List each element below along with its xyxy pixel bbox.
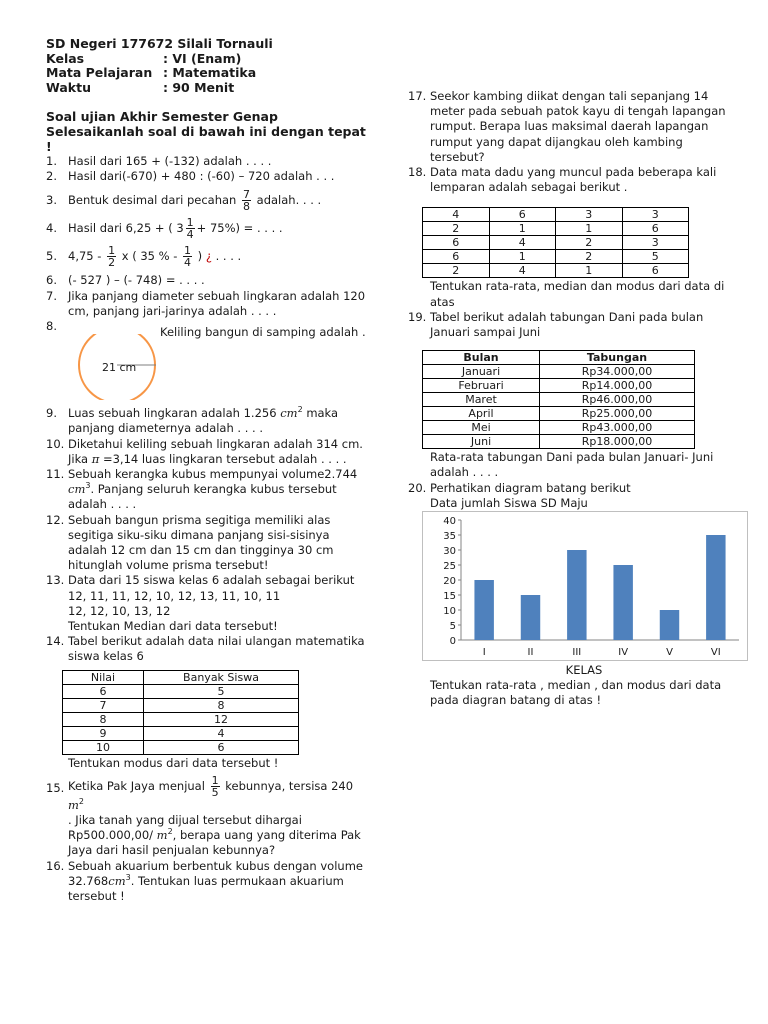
question-8: 8. [46,319,57,334]
y-tick-label: 40 [443,516,456,528]
question-8-text: Keliling bangun di samping adalah . [160,325,366,340]
table-cell: 1 [489,250,556,264]
table-row [63,684,299,698]
table-cell: 4 [423,208,490,222]
table-row [423,365,695,379]
question-5: 5. 4,75 - $\frac{1}{2}$ x ( 35 % - $\frac{1}{4}$ ) ¿ . . . . [46,244,242,270]
table-cell: 6 [622,222,689,236]
x-tick-label: IV [618,647,629,659]
table-cell: 3 [622,208,689,222]
table-cell: 3 [556,208,623,222]
table-cell: Maret [423,393,540,407]
fraction-1-2: $\frac{1}{2}$ [108,244,116,270]
fraction-1-4: $\frac{1}{4}$ [186,216,194,242]
table-cell: Rp18.000,00 [540,435,695,449]
circle-diagram [46,334,368,400]
y-tick-label: 0 [449,636,456,648]
y-tick-label: 10 [443,606,456,618]
question-20-after: Tentukan rata-rata , median , dan modus dari data pada diagran batang di atas ! [430,678,722,708]
fraction-7-8: $\frac{7}{8}$ [242,188,250,214]
question-19-after: Rata-rata tabungan Dani pada bulan Januari- Juni adalah . . . . [430,450,714,480]
bar-V [660,610,679,640]
table-row [423,208,689,222]
question-17: 17. Seekor kambing diikat dengan tali sepanjang 14 meter pada sebuah patok kayu di tengah lapangan rumput. Berapa luas maksimal daerah lapangan rumput yang dapat dijangkau oleh kambing tersebut? [408,89,726,164]
chart-title: Data jumlah Siswa SD Maju [430,495,588,510]
fraction-1-5: $\frac{1}{5}$ [211,773,219,799]
y-tick-label: 5 [449,621,456,633]
table-row [423,393,695,407]
y-tick-label: 30 [443,546,456,558]
x-tick-label: III [572,647,582,659]
table-cell: 6 [63,684,144,698]
y-tick-label: 35 [443,531,456,543]
question-4: 4. Hasil dari 6,25 + ( 3 $\frac{1}{4}$ + 75%) = . . . . [46,216,283,242]
table-row [63,712,299,726]
y-tick-label: 25 [443,561,456,573]
table-cell: 4 [144,726,299,740]
table-cell: Juni [423,435,540,449]
table-cell: 5 [622,250,689,264]
table-cell: 8 [63,712,144,726]
table-row [63,726,299,740]
instruction: Selesaikanlah soal di bawah ini dengan tepat ! [46,124,366,154]
table-row [423,264,689,278]
table-cell: Februari [423,379,540,393]
x-tick-label: V [666,647,673,659]
header-row-subject: Mata Pelajaran : Matematika [46,65,257,80]
y-tick-label: 15 [443,591,456,603]
question-16: 16. Sebuah akuarium berbentuk kubus dengan volume $32.768cm^3$. Tentukan luas permukaan akuarium tersebut ! [46,858,363,904]
table-cell: April [423,407,540,421]
bar-chart-frame [422,511,748,661]
grades-table [62,670,299,755]
question-18-after: Tentukan rata-rata, median dan modus dari data di atas [430,279,725,309]
table-cell: 10 [63,740,144,754]
y-tick-label: 20 [443,576,456,588]
savings-table [422,350,695,449]
question-6: 6. (- 527 ) – (- 748) = . . . . [46,273,205,288]
table-row [63,740,299,754]
table-cell: Rp14.000,00 [540,379,695,393]
table-cell: 9 [63,726,144,740]
table-cell: 6 [622,264,689,278]
table-cell: 2 [423,222,490,236]
question-9: 9. Luas sebuah lingkaran adalah 1.256 $cm^2$ maka panjang diameternya adalah . . . . [46,405,339,436]
question-15: 15. Ketika Pak Jaya menjual $\frac{1}{5}$ kebunnya, tersisa 240 $m^2$ . Jika tanah yang dijual tersebut dihargai Rp500.000,00/ $m^2$, berapa uang yang diterima Pak Jaya dari hasil penjualan kebunnya? [46,773,361,858]
question-12: 12. Sebuah bangun prisma segitiga memiliki alas segitiga siku-siku dimana panjang sisi-sisinya adalah 12 cm dan 15 cm dan tingginya 30 cm hitunglah volume prisma tersebut! [46,512,334,573]
question-18: 18. Data mata dadu yang muncul pada beberapa kali lemparan adalah sebagai berikut . [408,165,717,195]
table-row [423,407,695,421]
table-header-row [63,670,299,684]
question-1: 1. Hasil dari 165 + (-132) adalah . . . . [46,154,272,168]
table-row [423,379,695,393]
bar-VI [706,535,725,640]
fraction-1-4-b: $\frac{1}{4}$ [184,244,192,270]
table-cell: 6 [423,236,490,250]
header-row-time: Waktu : 90 Menit [46,79,235,95]
table-row [423,250,689,264]
table-header-cell: Bulan [423,351,540,365]
table-header-cell: Tabungan [540,351,695,365]
table-cell: 6 [144,740,299,754]
exam-title: Soal ujian Akhir Semester Genap [46,109,278,124]
x-axis-label: KELAS [565,663,603,678]
x-tick-label: II [527,647,534,659]
table-cell: Rp43.000,00 [540,421,695,435]
table-cell: Januari [423,365,540,379]
table-cell: Rp46.000,00 [540,393,695,407]
table-cell: Mei [423,421,540,435]
question-7: 7. Jika panjang diameter sebuah lingkaran adalah 120 cm, panjang jari-jarinya adalah . . . . [46,288,366,318]
bar-III [567,550,586,640]
table-cell: 4 [489,264,556,278]
question-20: 20. Perhatikan diagram batang berikut [408,480,631,495]
table-header-cell: Nilai [63,670,144,684]
table-cell: 12 [144,712,299,726]
circle-figure [46,325,368,400]
question-19: 19. Tabel berikut adalah tabungan Dani pada bulan Januari sampai Juni [408,309,704,340]
school-name: SD Negeri 177672 Silali Tornauli [46,36,273,51]
question-14: 14. Tabel berikut adalah data nilai ulangan matematika siswa kelas 6 [46,634,365,664]
right-column [408,89,726,709]
table-cell: 1 [556,264,623,278]
table-row [423,222,689,236]
bar-IV [613,565,632,640]
table-cell: 7 [63,698,144,712]
table-cell: 8 [144,698,299,712]
question-13: 13. Data dari 15 siswa kelas 6 adalah sebagai berikut 12, 11, 11, 12, 10, 12, 13, 11, 10, 11 12, 12, 10, 13, 12 Tentukan Median dari data tersebut! [46,573,355,634]
question-14-after: Tentukan modus dari data tersebut ! [68,755,279,770]
x-tick-label: VI [710,647,721,659]
table-cell: 6 [489,208,556,222]
radius-label: 21 cm [102,361,137,375]
x-tick-label: I [482,647,486,659]
bar-II [521,595,540,640]
table-cell: 2 [423,264,490,278]
table-cell: 3 [622,236,689,250]
question-10: 10. Diketahui keliling sebuah lingkaran adalah 314 cm. Jika π =3,14 luas lingkaran tersebut adalah . . . . [46,436,363,466]
question-2: 2. Hasil dari(-670) + 480 : (-60) – 720 adalah . . . [46,169,335,184]
table-cell: 2 [556,236,623,250]
table-header-row [423,351,695,365]
table-row [423,421,695,435]
table-cell: 4 [489,236,556,250]
table-cell: 5 [144,684,299,698]
question-3: 3. Bentuk desimal dari pecahan $\frac{7}{8}$ adalah. . . . [46,188,322,214]
table-row [423,236,689,250]
left-column [46,37,368,904]
table-header-cell: Banyak Siswa [144,670,299,684]
dice-table [422,207,689,278]
table-cell: Rp34.000,00 [540,365,695,379]
table-row [423,435,695,449]
bar-I [474,580,493,640]
question-11: 11. Sebuah kerangka kubus mempunyai volume2.744 $cm^3$. Panjang seluruh kerangka kubus tersebut adalah . . . . [46,467,358,512]
table-cell: 2 [556,250,623,264]
header-row-class: Kelas : VI (Enam) [46,50,242,66]
table-cell: 1 [556,222,623,236]
table-cell: Rp25.000,00 [540,407,695,421]
bar-chart [423,512,747,660]
table-cell: 6 [423,250,490,264]
table-cell: 1 [489,222,556,236]
table-row [63,698,299,712]
